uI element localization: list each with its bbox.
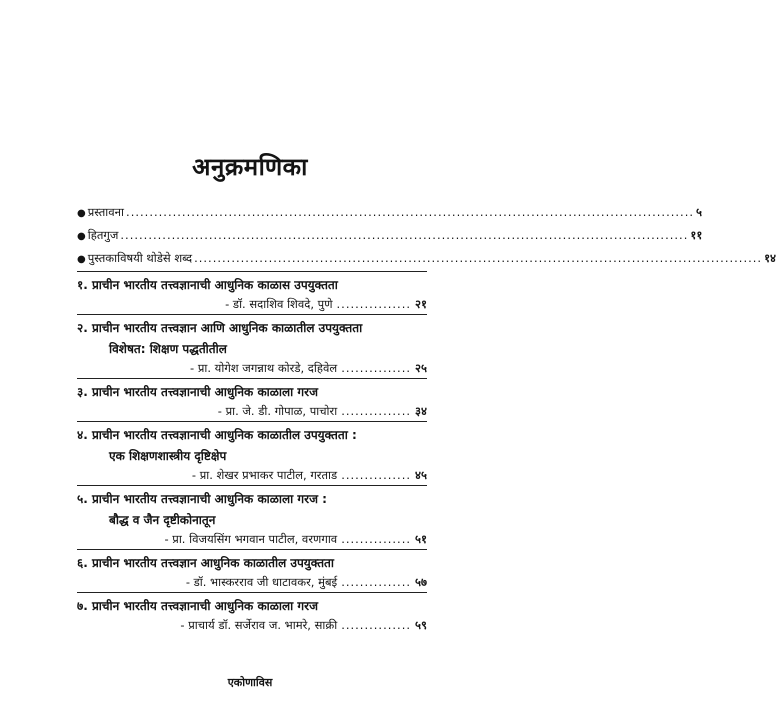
article-page: ४५: [415, 468, 427, 482]
entry-label: हितगुज: [87, 228, 119, 242]
bullet-icon: ●: [77, 231, 86, 242]
divider: [77, 271, 427, 272]
article-title: ५. प्राचीन भारतीय तत्त्वज्ञानाची आधुनिक काळाला गरज :: [77, 492, 327, 506]
dot-leader: ...............: [341, 618, 412, 632]
article-page: २५: [415, 361, 427, 375]
entry-label: प्रस्तावना: [87, 205, 125, 219]
divider: [77, 592, 427, 593]
article-title: ३. प्राचीन भारतीय तत्त्वज्ञानाची आधुनिक काळाला गरज: [77, 385, 318, 399]
entry-page: ५: [696, 205, 703, 219]
article-page: ५९: [415, 618, 427, 632]
entry-label: पुस्तकाविषयी थोडेसे शब्द: [87, 251, 193, 265]
dot-leader: ..........................................................................................................................: [120, 228, 689, 242]
entry-page: ११: [690, 228, 703, 242]
article-subtitle: एक शिक्षणशास्त्रीय दृष्टिक्षेप: [109, 449, 227, 463]
dot-leader: ...............: [341, 532, 412, 546]
article-author: - प्रा. विजयसिंग भगवान पाटील, वरणगाव: [164, 532, 338, 546]
toc-entry-about-book: [77, 251, 776, 266]
article-author-row: [77, 361, 427, 376]
article-title: ७. प्राचीन भारतीय तत्त्वज्ञानाची आधुनिक काळाला गरज: [77, 599, 318, 613]
dot-leader: ................: [336, 297, 412, 311]
bullet-icon: ●: [77, 208, 86, 219]
page-title: अनुक्रमणिका: [192, 153, 308, 181]
article-author-row: [77, 297, 427, 312]
article-subtitle: विशेषत: शिक्षण पद्धतीतील: [109, 342, 227, 356]
divider: [77, 378, 427, 379]
article-author: - प्रा. जे. डी. गोपाळ, पाचोरा: [217, 404, 338, 418]
divider: [77, 485, 427, 486]
dot-leader: ...............: [341, 468, 412, 482]
article-author: - डॉ. भास्करराव जी धाटावकर, मुंबई: [185, 575, 338, 589]
dot-leader: ..........................................................................................................................: [126, 205, 695, 219]
article-page: २१: [415, 297, 427, 311]
dot-leader: ...............: [341, 575, 412, 589]
article-title: २. प्राचीन भारतीय तत्त्वज्ञान आणि आधुनिक काळातील उपयुक्तता: [77, 321, 363, 335]
divider: [77, 549, 427, 550]
article-title: ६. प्राचीन भारतीय तत्त्वज्ञान आधुनिक काळातील उपयुक्तता: [77, 556, 334, 570]
article-author: - प्रा. शेखर प्रभाकर पाटील, गरताड: [191, 468, 338, 482]
article-page: ५१: [415, 532, 427, 546]
article-title: १. प्राचीन भारतीय तत्त्वज्ञानाची आधुनिक काळास उपयुक्तता: [77, 278, 338, 292]
dot-leader: ...............: [341, 361, 412, 375]
article-page: ५७: [415, 575, 427, 589]
article-page: ३४: [415, 404, 427, 418]
bullet-icon: ●: [77, 254, 86, 265]
article-author: - डॉ. सदाशिव शिवदे, पुणे: [225, 297, 333, 311]
article-author-row: [77, 532, 427, 547]
article-author-row: [77, 404, 427, 419]
toc-entry-preface: [77, 205, 703, 220]
article-author-row: [77, 468, 427, 483]
toc-entry-hitguj: [77, 228, 703, 243]
divider: [77, 314, 427, 315]
article-title: ४. प्राचीन भारतीय तत्त्वज्ञानाची आधुनिक काळातील उपयुक्तता :: [77, 428, 357, 442]
entry-page: १४: [764, 251, 776, 265]
article-author: - प्रा. योगेश जगन्नाथ कोरडे, दहिवेल: [190, 361, 338, 375]
dot-leader: ...............: [341, 404, 412, 418]
article-author-row: [77, 618, 427, 633]
divider: [77, 421, 427, 422]
article-author: - प्राचार्य डॉ. सर्जेराव ज. भामरे, साक्री: [180, 618, 338, 632]
article-subtitle: बौद्ध व जैन दृष्टीकोनातून: [109, 513, 216, 527]
dot-leader: ..........................................................................................................................: [194, 251, 763, 265]
article-author-row: [77, 575, 427, 590]
page-footer: एकोणाविस: [227, 676, 273, 689]
